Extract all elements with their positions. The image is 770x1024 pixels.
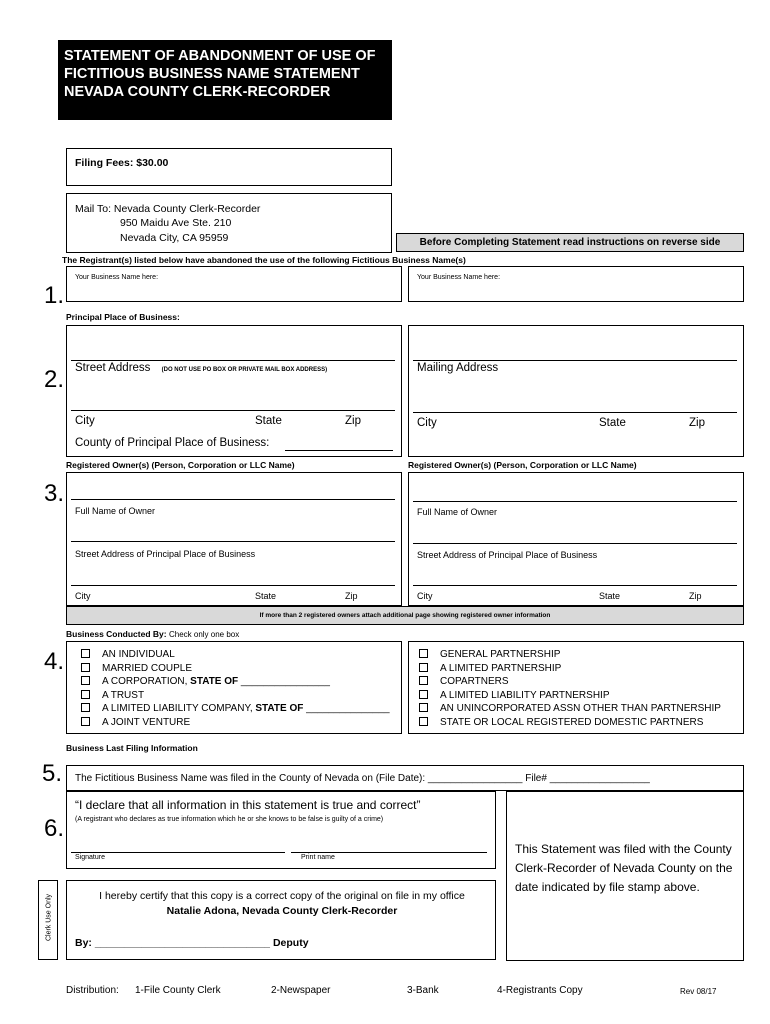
option-unincorporated-assn-label: AN UNINCORPORATED ASSN OTHER THAN PARTNERSHIP (440, 703, 721, 715)
mailing-city-line[interactable] (413, 412, 737, 413)
checkbox[interactable] (419, 703, 428, 712)
mailing-state-label: State (599, 417, 626, 429)
option-limited-partnership-label: A LIMITED PARTNERSHIP (440, 662, 562, 674)
title-line-3: NEVADA COUNTY CLERK-RECORDER (64, 84, 331, 100)
owner-right-street-line[interactable] (413, 543, 737, 544)
option-llp[interactable] (419, 690, 721, 704)
distribution-item-3: 3-Bank (407, 985, 439, 996)
owner-left-state-label: State (255, 591, 277, 601)
filing-fees-box (66, 148, 392, 186)
owner-right-zip-label: Zip (689, 591, 702, 601)
filed-note: This Statement was filed with the County Clerk-Recorder of Nevada County on the date indicated by file stamp above. (515, 842, 733, 894)
county-line[interactable] (285, 450, 393, 451)
option-llc[interactable] (81, 703, 390, 717)
section4-heading: Business Conducted By: (66, 629, 167, 639)
option-general-partnership[interactable] (419, 649, 721, 663)
checkbox[interactable] (81, 690, 90, 699)
owner-left-name-line[interactable] (71, 499, 395, 500)
section1-intro: The Registrant(s) listed below have abandoned the use of the following Fictitious Business Name(s) (62, 255, 466, 265)
mail-to-label: Mail To: (75, 203, 111, 215)
signature-line[interactable] (71, 852, 285, 853)
revision: Rev 08/17 (680, 987, 717, 996)
section5-heading: Business Last Filing Information (66, 743, 198, 753)
owner-left-name-label: Full Name of Owner (75, 506, 156, 516)
section5-number: 5. (42, 760, 63, 787)
more-owners-note: If more than 2 registered owners attach additional page showing registered owner information (66, 606, 744, 625)
section1-number: 1. (44, 282, 65, 309)
checkbox[interactable] (419, 663, 428, 672)
street-address-label: Street Address (75, 362, 151, 374)
option-trust-label: A TRUST (102, 689, 145, 701)
clerk-use-side-box (38, 880, 58, 960)
section4-number: 4. (44, 648, 65, 675)
zip-label: Zip (345, 415, 361, 427)
checkbox[interactable] (81, 717, 90, 726)
print-name-label: Print name (301, 854, 335, 861)
mailing-address-box (408, 325, 744, 457)
print-name-line[interactable] (291, 852, 487, 853)
option-trust[interactable] (81, 690, 390, 704)
title-line-1: STATEMENT OF ABANDONMENT OF USE OF (64, 48, 376, 64)
option-copartners[interactable] (419, 676, 721, 690)
checkbox[interactable] (81, 663, 90, 672)
business-type-right-box (408, 641, 744, 734)
business-name-left-field[interactable] (66, 266, 402, 302)
section3-heading-right: Registered Owner(s) (Person, Corporation or LLC Name) (408, 460, 637, 470)
option-domestic-partners[interactable] (419, 717, 721, 731)
clerk-name: Natalie Adona, Nevada County Clerk-Recorder (166, 905, 398, 917)
business-name-right-field[interactable] (408, 266, 744, 302)
section3-heading-left: Registered Owner(s) (Person, Corporation or LLC Name) (66, 460, 295, 470)
last-filing-text: The Fictitious Business Name was filed in the County of Nevada on (File Date): _________________ File# __________________ (75, 773, 650, 784)
last-filing-box[interactable] (66, 765, 744, 791)
distribution-item-2: 2-Newspaper (271, 985, 331, 996)
business-name-right-label: Your Business Name here: (417, 274, 501, 281)
certify-text: I hereby certify that this copy is a correct copy of the original on file in my office (99, 890, 465, 902)
owner-right-state-label: State (599, 591, 621, 601)
checkbox[interactable] (419, 690, 428, 699)
option-joint-venture[interactable] (81, 717, 390, 731)
option-individual-label: AN INDIVIDUAL (102, 649, 175, 660)
owner-left-city-line[interactable] (71, 585, 395, 586)
option-llp-label: A LIMITED LIABILITY PARTNERSHIP (440, 689, 610, 701)
form-title (58, 40, 392, 120)
checkbox[interactable] (81, 649, 90, 658)
option-corporation-state: STATE OF (190, 676, 239, 688)
checkbox[interactable] (419, 649, 428, 658)
instructions-note: Before Completing Statement read instructions on reverse side (396, 233, 744, 252)
section4-heading-note: Check only one box (168, 630, 240, 639)
section6-number: 6. (44, 815, 65, 842)
owner-right-city-line[interactable] (413, 585, 737, 586)
checkbox[interactable] (81, 703, 90, 712)
declaration-text: “I declare that all information in this statement is true and correct” (75, 798, 421, 812)
mail-to-line3: Nevada City, CA 95959 (120, 232, 229, 244)
distribution-item-4: 4-Registrants Copy (497, 985, 583, 996)
city-label: City (75, 415, 95, 427)
option-corporation[interactable] (81, 676, 390, 690)
owner-left-street-line[interactable] (71, 541, 395, 542)
option-corporation-label: A CORPORATION, (102, 676, 191, 688)
owner-right-street-label: Street Address of Principal Place of Business (417, 550, 598, 560)
checkbox[interactable] (419, 676, 428, 685)
option-copartners-label: COPARTNERS (440, 676, 509, 688)
mailing-address-line[interactable] (413, 360, 737, 361)
title-line-2: FICTITIOUS BUSINESS NAME STATEMENT (64, 66, 360, 82)
owner-right-city-label: City (417, 591, 433, 601)
owner-right-name-line[interactable] (413, 501, 737, 502)
declaration-box (66, 791, 496, 869)
mail-to-line2: 950 Maidu Ave Ste. 210 (120, 217, 232, 229)
owner-left-city-label: City (75, 591, 91, 601)
option-general-partnership-label: GENERAL PARTNERSHIP (440, 649, 561, 660)
section3-number: 3. (44, 480, 65, 507)
filing-fees: Filing Fees: $30.00 (75, 157, 169, 169)
mailing-zip-label: Zip (689, 417, 705, 429)
owner-right-box (408, 472, 744, 606)
section2-number: 2. (44, 366, 65, 393)
mailing-address-label: Mailing Address (417, 362, 499, 374)
declaration-note: (A registrant who declares as true information which he or she knows to be false is guilty of a crime) (75, 816, 384, 823)
owner-left-zip-label: Zip (345, 591, 358, 601)
option-limited-partnership[interactable] (419, 663, 721, 677)
checkbox[interactable] (81, 676, 90, 685)
county-label: County of Principal Place of Business: (75, 437, 270, 449)
distribution-label: Distribution: (66, 985, 119, 996)
distribution-item-1: 1-File County Clerk (135, 985, 221, 996)
mailing-city-label: City (417, 417, 437, 429)
option-llc-label: A LIMITED LIABILITY COMPANY, (102, 703, 256, 715)
state-label: State (255, 415, 282, 427)
business-type-left-box (66, 641, 402, 734)
principal-address-box (66, 325, 402, 457)
checkbox[interactable] (419, 717, 428, 726)
option-married-couple-label: MARRIED COUPLE (102, 662, 193, 674)
owner-left-box (66, 472, 402, 606)
street-address-note: (DO NOT USE PO BOX OR PRIVATE MAIL BOX ADDRESS) (161, 367, 328, 373)
option-llc-blank[interactable]: _______________ (306, 703, 390, 715)
mail-to-line1: Nevada County Clerk-Recorder (113, 203, 261, 215)
file-stamp-box (506, 791, 744, 961)
deputy-line[interactable]: By: ______________________________ Deputy (75, 937, 309, 949)
business-name-left-label: Your Business Name here: (75, 274, 159, 281)
owner-left-street-label: Street Address of Principal Place of Business (75, 549, 256, 559)
option-corporation-blank[interactable]: ________________ (240, 676, 330, 688)
option-domestic-partners-label: STATE OR LOCAL REGISTERED DOMESTIC PARTNERS (440, 716, 704, 728)
clerk-use-label: Clerk Use Only (45, 893, 53, 942)
clerk-certify-box (66, 880, 496, 960)
section4-heading-wrap (66, 629, 239, 639)
owner-right-name-label: Full Name of Owner (417, 507, 498, 517)
street-address-line[interactable] (71, 360, 395, 361)
option-married-couple[interactable] (81, 663, 390, 677)
option-joint-venture-label: A JOINT VENTURE (102, 716, 191, 728)
signature-label: Signature (75, 854, 105, 861)
option-unincorporated-assn[interactable] (419, 703, 721, 717)
option-individual[interactable] (81, 649, 390, 663)
option-llc-state: STATE OF (255, 703, 304, 715)
city-state-zip-line[interactable] (71, 410, 395, 411)
mail-to-box (66, 193, 392, 253)
section2-heading: Principal Place of Business: (66, 312, 180, 322)
